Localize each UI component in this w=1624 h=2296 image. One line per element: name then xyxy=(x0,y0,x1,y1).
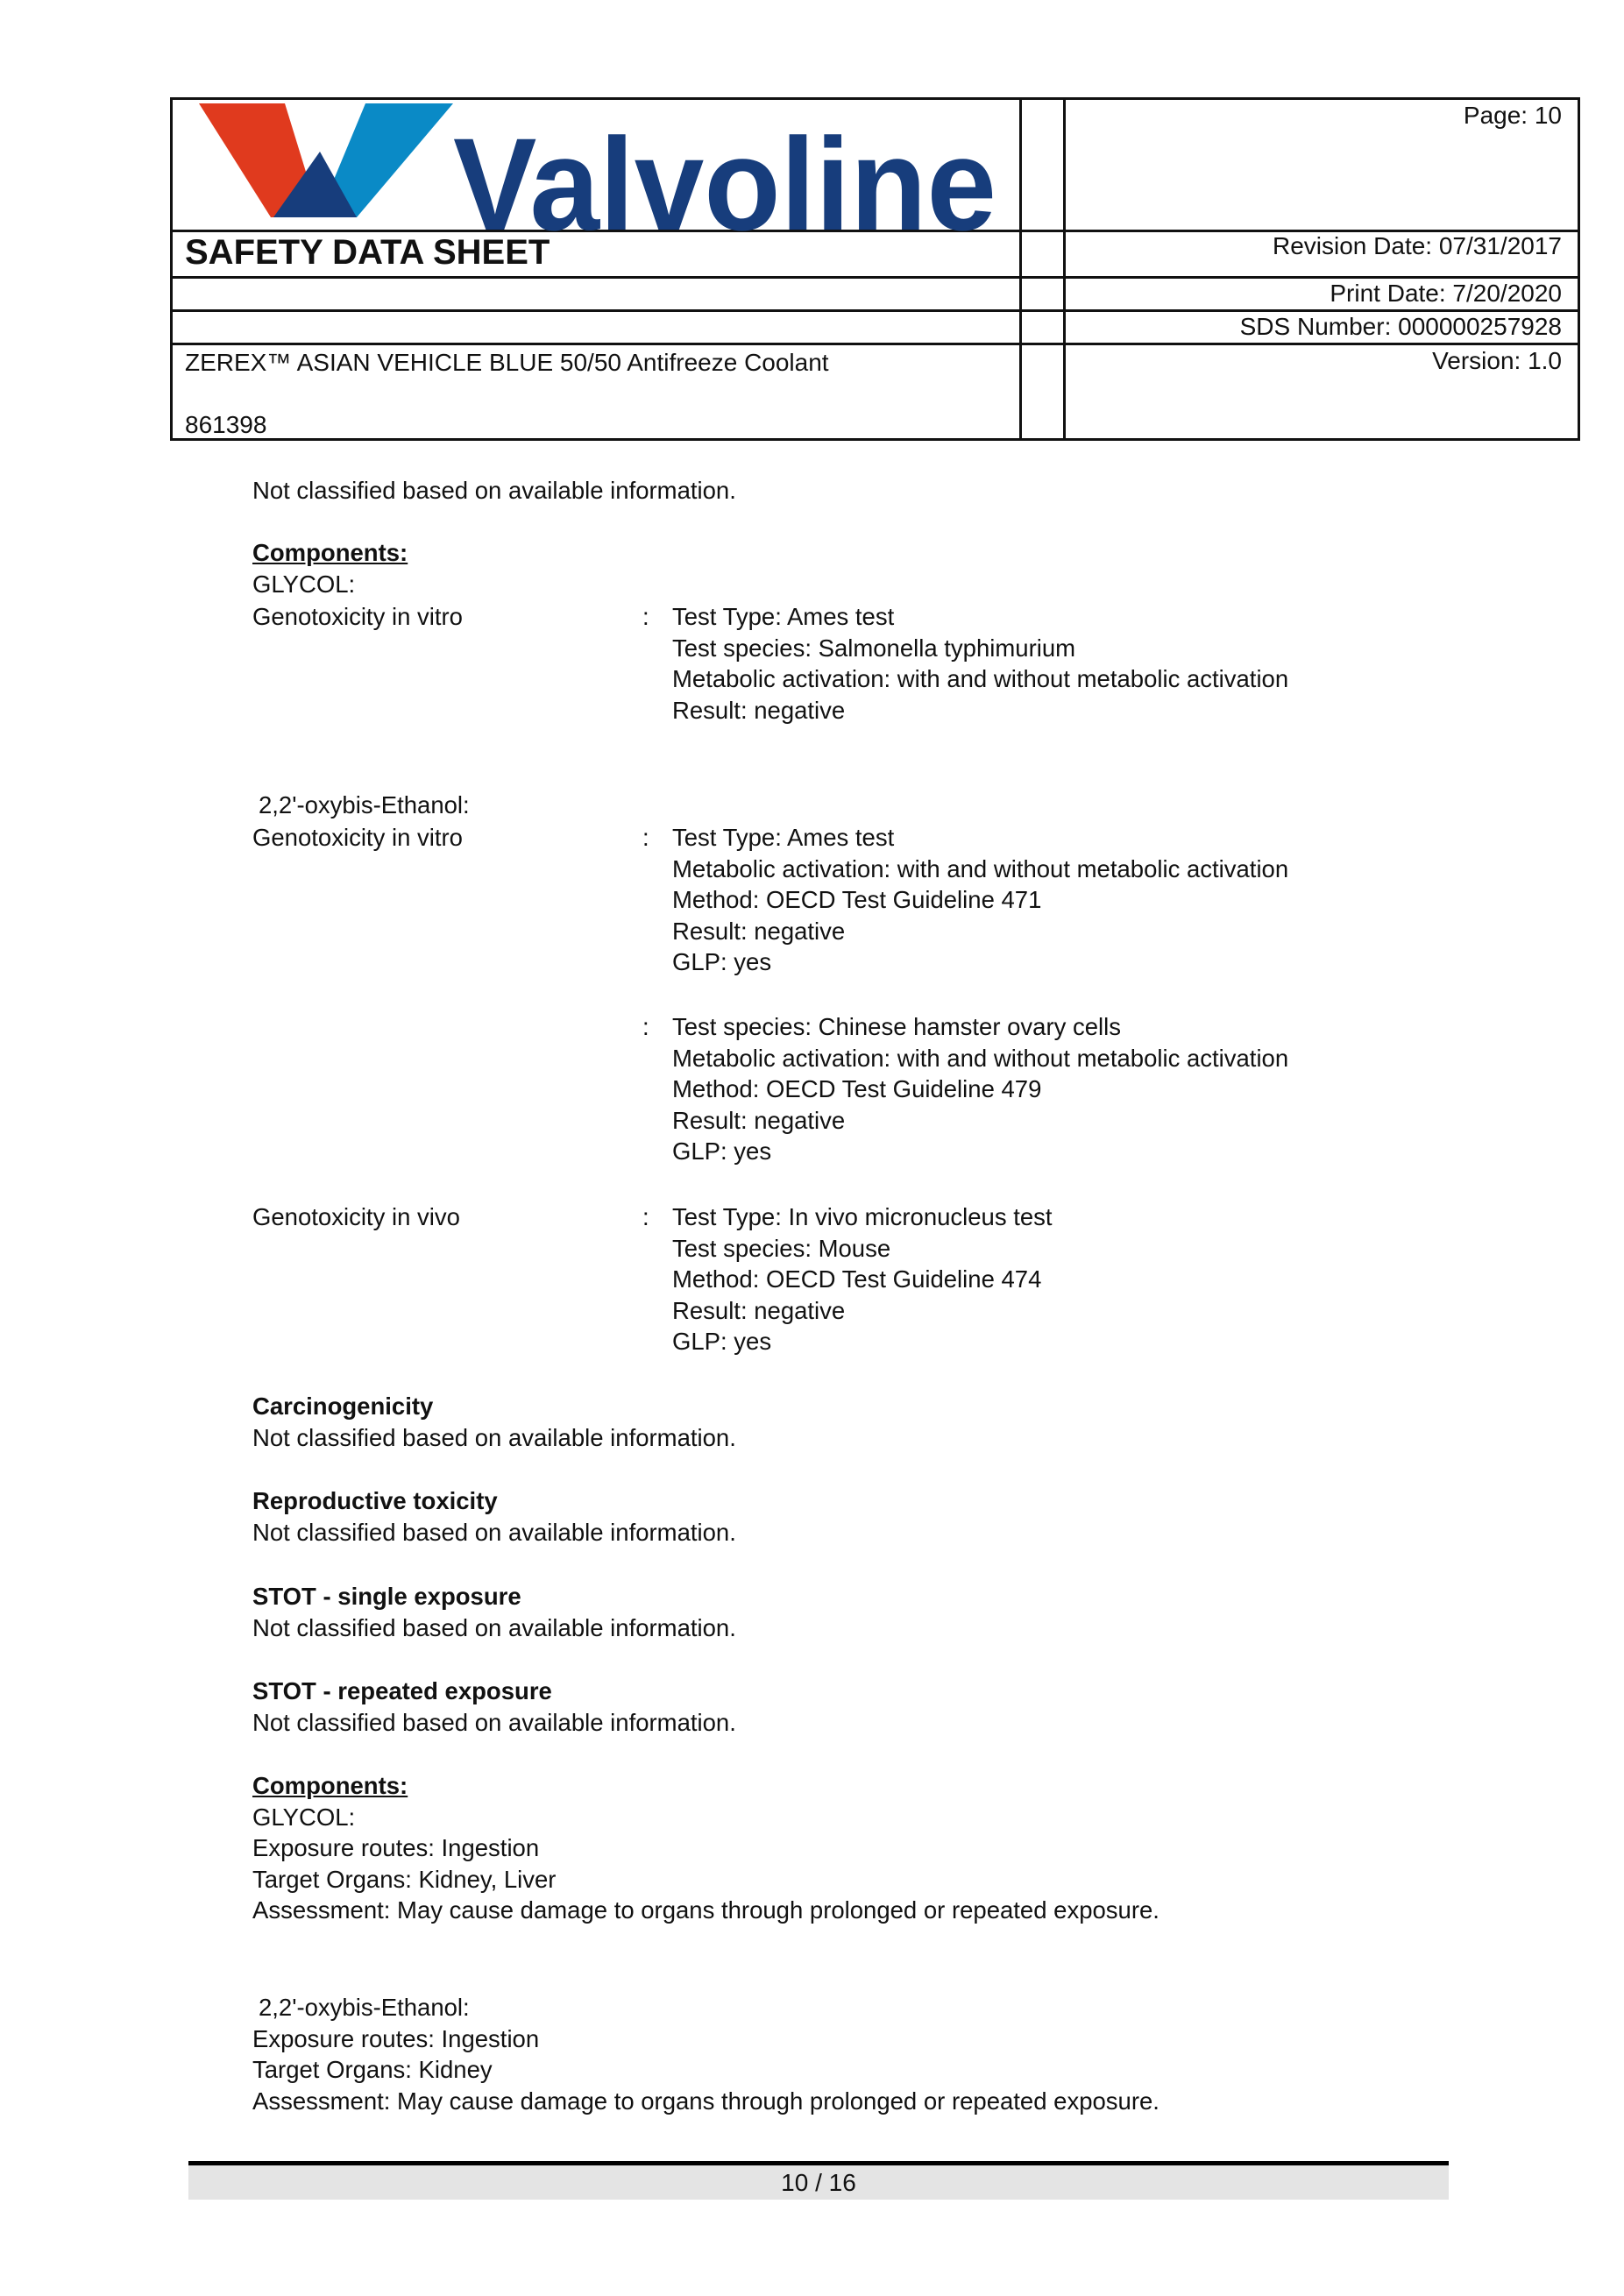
detail-line: Metabolic activation: with and without metabolic activation xyxy=(672,1044,1289,1072)
section-carcinogenicity xyxy=(252,1391,736,1453)
colon: : xyxy=(642,1013,649,1040)
version: Version: 1.0 xyxy=(1432,347,1562,374)
product-name: ZEREX™ ASIAN VEHICLE BLUE 50/50 Antifreeze Coolant xyxy=(185,349,829,376)
colon: : xyxy=(642,603,649,630)
section-heading: STOT - single exposure xyxy=(252,1583,521,1610)
detail-line: Test species: Chinese hamster ovary cells xyxy=(672,1013,1122,1040)
section-text: Not classified based on available information. xyxy=(252,1518,736,1546)
print-date: Print Date: 7/20/2020 xyxy=(1330,280,1562,307)
test-label: Genotoxicity in vivo xyxy=(252,1203,460,1230)
detail-line: Result: negative xyxy=(672,1296,846,1324)
colon: : xyxy=(642,824,649,851)
detail-line: Metabolic activation: with and without metabolic activation xyxy=(672,854,1289,882)
detail-line: Test Type: In vivo micronucleus test xyxy=(672,1203,1053,1230)
test-details xyxy=(672,601,1288,726)
detail-line: GLP: yes xyxy=(672,1328,772,1355)
divider xyxy=(1063,100,1066,438)
section-text: Not classified based on available information. xyxy=(252,1613,736,1641)
test-label: Genotoxicity in vitro xyxy=(252,824,463,851)
stot-components xyxy=(252,1770,1159,1926)
intro-text: Not classified based on available information. xyxy=(252,477,736,504)
footer-page-count: 10 / 16 xyxy=(188,2165,1449,2200)
section-heading: Carcinogenicity xyxy=(252,1392,434,1420)
component-name: GLYCOL: xyxy=(252,570,356,598)
section-stot-single xyxy=(252,1581,736,1643)
colon: : xyxy=(642,1203,649,1230)
section-heading: STOT - repeated exposure xyxy=(252,1677,552,1704)
section-text: Not classified based on available information. xyxy=(252,1423,736,1451)
test-label: Genotoxicity in vitro xyxy=(252,603,463,630)
detail-line: Test species: Mouse xyxy=(672,1234,891,1262)
detail-line: Result: negative xyxy=(672,696,846,724)
section-heading: Reproductive toxicity xyxy=(252,1487,498,1514)
detail-line: Test Type: Ames test xyxy=(672,824,895,851)
revision-date: Revision Date: 07/31/2017 xyxy=(1273,232,1562,259)
detail-line: Method: OECD Test Guideline 479 xyxy=(672,1075,1042,1102)
document-title: SAFETY DATA SHEET xyxy=(185,233,550,272)
detail-line: Target Organs: Kidney xyxy=(252,2056,493,2083)
components-heading: Components: xyxy=(252,539,408,566)
sds-number: SDS Number: 000000257928 xyxy=(1239,313,1562,340)
detail-line: Test species: Salmonella typhimurium xyxy=(672,634,1076,662)
detail-line: GLP: yes xyxy=(672,948,772,975)
divider xyxy=(1019,100,1022,438)
logo-wordmark: Valvoline xyxy=(453,110,996,231)
detail-line: Result: negative xyxy=(672,1106,846,1134)
section-reproductive-toxicity xyxy=(252,1485,736,1548)
stot-oxybis xyxy=(252,1992,1159,2116)
divider xyxy=(173,309,1578,312)
test-details xyxy=(672,822,1288,978)
component-name: 2,2'-oxybis-Ethanol: xyxy=(259,1994,470,2021)
product-code: 861398 xyxy=(185,411,267,438)
section-stot-repeated xyxy=(252,1676,736,1738)
detail-line: Method: OECD Test Guideline 474 xyxy=(672,1265,1042,1293)
detail-line: Exposure routes: Ingestion xyxy=(252,2024,540,2052)
detail-line: Assessment: May cause damage to organs through prolonged or repeated exposure. xyxy=(252,2087,1159,2115)
page-number: Page: 10 xyxy=(1463,102,1562,129)
header-table xyxy=(170,97,1580,441)
detail-line: Target Organs: Kidney, Liver xyxy=(252,1865,557,1893)
detail-line: Method: OECD Test Guideline 471 xyxy=(672,886,1042,913)
divider xyxy=(173,343,1578,345)
component-name: 2,2'-oxybis-Ethanol: xyxy=(259,791,470,818)
detail-line: Result: negative xyxy=(672,917,846,945)
section-text: Not classified based on available information. xyxy=(252,1708,736,1736)
detail-line: Exposure routes: Ingestion xyxy=(252,1834,540,1861)
detail-line: Assessment: May cause damage to organs through prolonged or repeated exposure. xyxy=(252,1896,1159,1924)
component-name: GLYCOL: xyxy=(252,1803,356,1831)
detail-line: Test Type: Ames test xyxy=(672,603,895,630)
test-details xyxy=(672,1201,1053,1357)
test-details xyxy=(672,1011,1288,1167)
detail-line: Metabolic activation: with and without metabolic activation xyxy=(672,665,1289,692)
divider xyxy=(173,276,1578,279)
components-heading: Components: xyxy=(252,1772,408,1799)
detail-line: GLP: yes xyxy=(672,1137,772,1165)
valvoline-logo xyxy=(190,103,1014,231)
